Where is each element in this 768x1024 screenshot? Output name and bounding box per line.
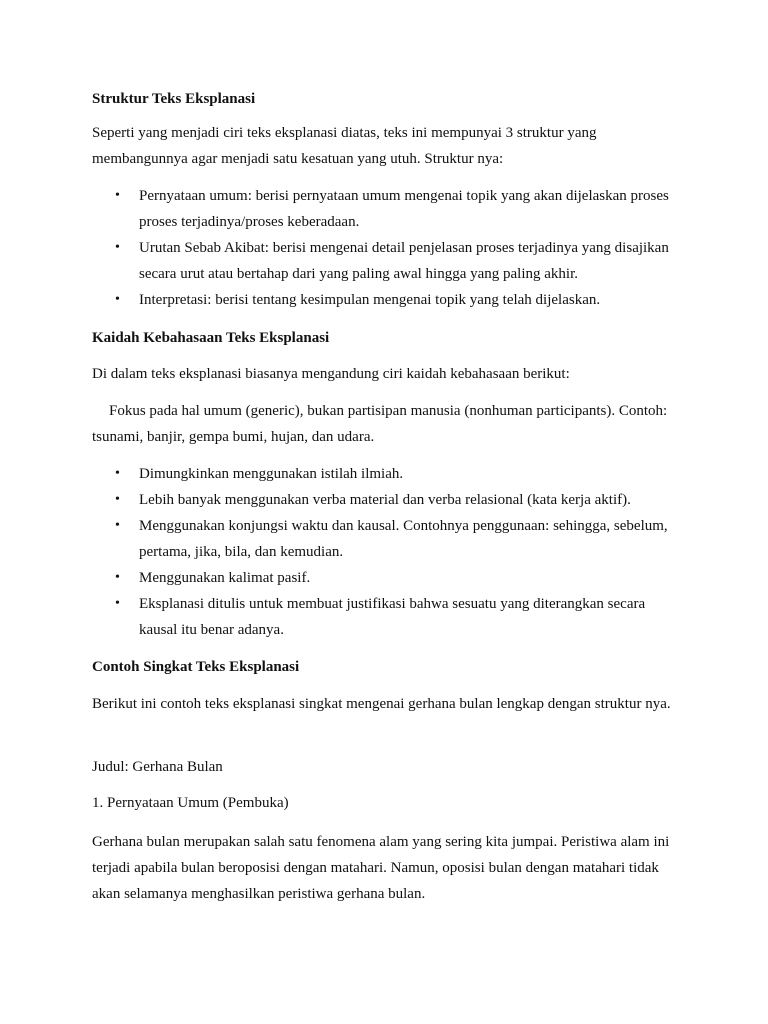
bullet-icon: • xyxy=(115,570,120,585)
list-struktur xyxy=(92,183,682,313)
bullet-icon: • xyxy=(115,518,120,533)
paragraph-kaidah-fokus: Fokus pada hal umum (generic), bukan partisipan manusia (nonhuman participants). Contoh: tsunami, banjir, gempa bumi, hujan, dan udara. xyxy=(92,403,668,445)
paragraph-struktur-intro: Seperti yang menjadi ciri teks eksplanasi diatas, teks ini mempunyai 3 struktur yang membangunnya agar menjadi satu kesatuan yang utuh. Struktur nya: xyxy=(92,125,597,167)
bullet-icon: • xyxy=(115,596,120,611)
paragraph-contoh-intro: Berikut ini contoh teks eksplanasi singkat mengenai gerhana bulan lengkap dengan struktur nya. xyxy=(92,696,671,712)
heading-kaidah: Kaidah Kebahasaan Teks Eksplanasi xyxy=(92,330,330,346)
list-item: • Dimungkinkan menggunakan istilah ilmiah. xyxy=(92,461,682,487)
heading-struktur: Struktur Teks Eksplanasi xyxy=(92,91,256,107)
list-item: • Menggunakan konjungsi waktu dan kausal. Contohnya penggunaan: sehingga, sebelum, pertama, jika, bila, dan kemudian. xyxy=(92,513,682,565)
list-item: • Eksplanasi ditulis untuk membuat justifikasi bahwa sesuatu yang diterangkan secara kausal itu benar adanya. xyxy=(92,591,682,643)
heading-contoh: Contoh Singkat Teks Eksplanasi xyxy=(92,659,300,675)
paragraph-judul: Judul: Gerhana Bulan xyxy=(92,759,223,775)
bullet-icon: • xyxy=(115,188,120,203)
list-item: • Pernyataan umum: berisi pernyataan umum mengenai topik yang akan dijelaskan proses proses terjadinya/proses keberadaan. xyxy=(92,183,682,235)
list-item: • Lebih banyak menggunakan verba material dan verba relasional (kata kerja aktif). xyxy=(92,487,682,513)
list-kaidah xyxy=(92,461,682,643)
list-item: • Urutan Sebab Akibat: berisi mengenai detail penjelasan proses terjadinya yang disajikan secara urut atau bertahap dari yang paling awal hingga yang paling akhir. xyxy=(92,235,682,287)
bullet-icon: • xyxy=(115,292,120,307)
subheading-pernyataan-umum: 1. Pernyataan Umum (Pembuka) xyxy=(92,795,289,811)
list-item: • Interpretasi: berisi tentang kesimpulan mengenai topik yang telah dijelaskan. xyxy=(92,287,682,313)
paragraph-gerhana: Gerhana bulan merupakan salah satu fenomena alam yang sering kita jumpai. Peristiwa alam ini terjadi apabila bulan beroposisi dengan matahari. Namun, oposisi bulan dengan matahari tidak akan selamanya menghasilkan peristiwa gerhana bulan. xyxy=(92,834,670,902)
bullet-icon: • xyxy=(115,466,120,481)
list-item: • Menggunakan kalimat pasif. xyxy=(92,565,682,591)
paragraph-kaidah-intro: Di dalam teks eksplanasi biasanya mengandung ciri kaidah kebahasaan berikut: xyxy=(92,366,570,382)
bullet-icon: • xyxy=(115,492,120,507)
bullet-icon: • xyxy=(115,240,120,255)
